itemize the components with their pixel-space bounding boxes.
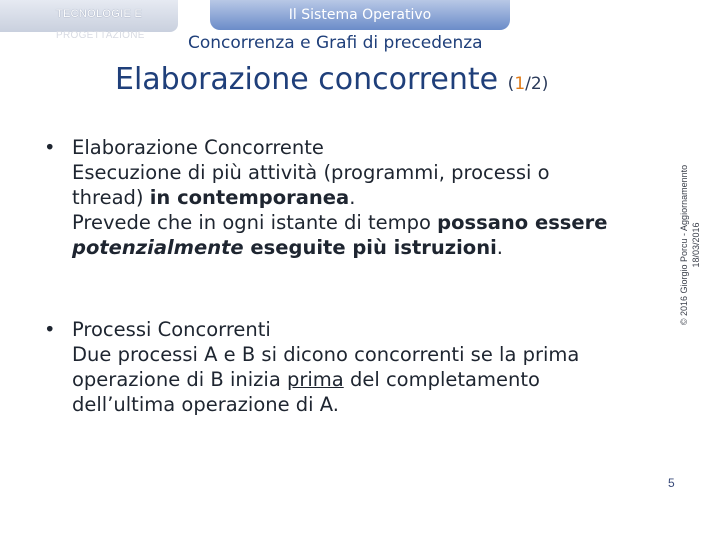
- emphasis-text: possano essere: [437, 211, 608, 234]
- slide-number: 5: [668, 476, 675, 490]
- underlined-text: prima: [286, 368, 344, 391]
- bullet-text-line: thread) in contemporanea.: [72, 186, 356, 209]
- emphasis-text: in contemporanea: [149, 186, 350, 209]
- topic-subtitle: Concorrenza e Grafi di precedenza: [188, 33, 483, 53]
- bullet-heading: Elaborazione Concorrente: [72, 136, 324, 159]
- page-indicator: (1/2): [507, 74, 549, 94]
- slide-title-text: Elaborazione concorrente: [115, 62, 499, 97]
- course-title-line2: PROGETTAZIONE: [56, 30, 145, 41]
- bullet-elaborazione-concorrente: [44, 135, 664, 260]
- emphasis-italic-text: potenzialmente: [72, 236, 244, 259]
- slide-title: [115, 62, 548, 97]
- bullet-dot: •: [44, 318, 56, 341]
- bullet-dot: •: [44, 136, 56, 159]
- bullet-processi-concorrenti: [44, 317, 664, 417]
- bullet-text-line: dell’ultima operazione di A.: [72, 393, 339, 416]
- page-total: 2: [530, 74, 542, 94]
- module-title: Il Sistema Operativo: [288, 7, 432, 23]
- course-title-line1: TECNOLOGIE E: [56, 8, 143, 20]
- bullet-text-line: Prevede che in ogni istante di tempo possano essere: [72, 211, 608, 234]
- bullet-text-line: operazione di B inizia prima del completamento: [72, 368, 540, 391]
- bullet-heading: Processi Concorrenti: [72, 318, 271, 341]
- module-tab: [210, 0, 510, 30]
- emphasis-text: eseguite più istruzioni: [243, 236, 497, 259]
- bullet-text-line: Esecuzione di più attività (programmi, processi o: [72, 161, 550, 184]
- copyright-note: © 2016 Giorgio Porcu - Aggiornamennto 18/03/2016: [679, 164, 701, 326]
- bullet-text-line: Due processi A e B si dicono concorrenti se la prima: [72, 343, 580, 366]
- page-current: 1: [514, 74, 526, 94]
- bullet-text-line: potenzialmente eseguite più istruzioni.: [72, 236, 503, 259]
